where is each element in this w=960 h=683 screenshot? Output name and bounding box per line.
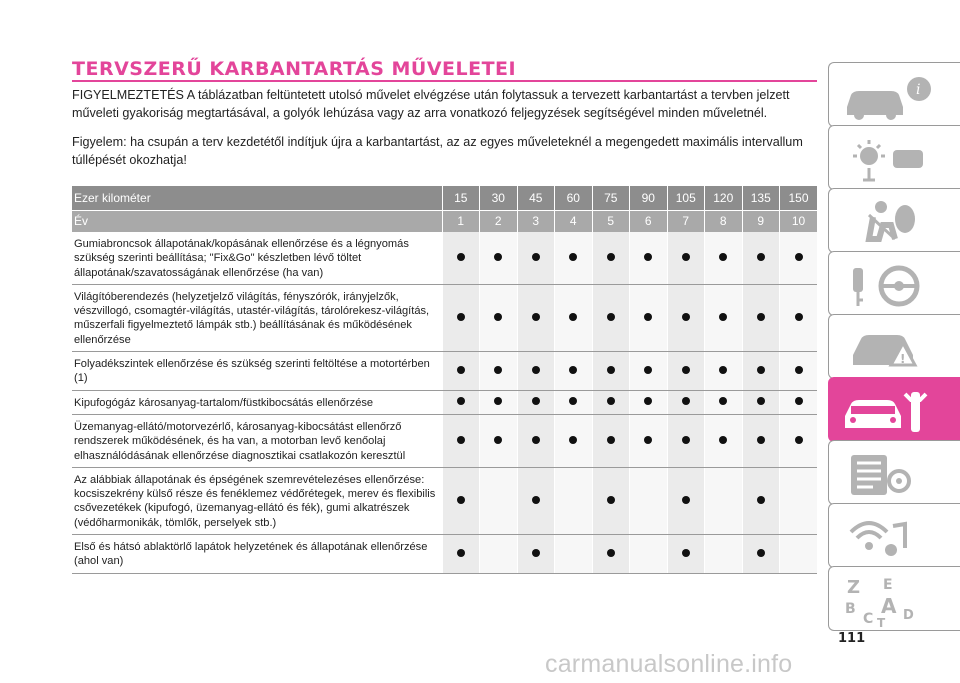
- svg-text:i: i: [916, 82, 921, 98]
- interval-cell: [480, 467, 518, 534]
- km-header-cell: 75: [592, 186, 630, 210]
- interval-cell: [517, 414, 555, 467]
- check-dot: [795, 253, 803, 261]
- interval-cell: [780, 414, 818, 467]
- check-dot: [644, 366, 652, 374]
- year-header-cell: 9: [742, 210, 780, 232]
- table-row: [72, 352, 817, 391]
- airbag-safety-icon: [839, 195, 949, 249]
- interval-cell: [442, 232, 480, 284]
- year-header-cell: 8: [705, 210, 743, 232]
- tab-specifications[interactable]: [828, 440, 960, 505]
- check-dot: [569, 397, 577, 405]
- interval-cell: [442, 284, 480, 351]
- check-dot: [795, 397, 803, 405]
- check-dot: [457, 253, 465, 261]
- interval-cell: [517, 467, 555, 534]
- tab-index[interactable]: [828, 566, 960, 631]
- interval-cell: [780, 284, 818, 351]
- year-header-cell: 4: [555, 210, 593, 232]
- check-dot: [457, 397, 465, 405]
- check-dot: [682, 496, 690, 504]
- check-dot: [719, 253, 727, 261]
- interval-cell: [667, 352, 705, 391]
- interval-cell: [555, 390, 593, 414]
- svg-text:B: B: [845, 601, 856, 617]
- interval-cell: [780, 390, 818, 414]
- operation-description: Az alábbiak állapotának és épségének szemrevételezéses ellenőrzése: kocsiszekrény külső része és fenéklemez védőrétegek, merev és flexibilis csővezetékek (kipufogó, üzemanyag-ellátó és fék), gumi alkatrészek (védőharmonikák, tömlők, perselyek stb.): [72, 467, 442, 534]
- check-dot: [682, 397, 690, 405]
- interval-cell: [555, 284, 593, 351]
- km-header-cell: 15: [442, 186, 480, 210]
- interval-cell: [480, 414, 518, 467]
- km-header-label: Ezer kilométer: [72, 186, 442, 210]
- table-row: [72, 232, 817, 284]
- check-dot: [757, 549, 765, 557]
- km-header-cell: 105: [667, 186, 705, 210]
- svg-text:C: C: [863, 611, 874, 627]
- operation-description: Kipufogógáz károsanyag-tartalom/füstkibocsátás ellenőrzése: [72, 390, 442, 414]
- km-header-cell: 150: [780, 186, 818, 210]
- interval-cell: [667, 232, 705, 284]
- check-dot: [532, 496, 540, 504]
- interval-cell: [780, 467, 818, 534]
- year-header-cell: 3: [517, 210, 555, 232]
- year-header-cell: 1: [442, 210, 480, 232]
- maintenance-schedule-table: [72, 186, 817, 574]
- check-dot: [532, 313, 540, 321]
- watermark: carmanualsonline.info: [545, 650, 793, 678]
- interval-cell: [592, 284, 630, 351]
- check-dot: [532, 366, 540, 374]
- check-dot: [644, 397, 652, 405]
- tab-key-steering[interactable]: [828, 251, 960, 316]
- interval-cell: [517, 390, 555, 414]
- interval-cell: [667, 467, 705, 534]
- interval-cell: [555, 467, 593, 534]
- table-row: [72, 390, 817, 414]
- schedule-body: [72, 232, 817, 573]
- check-dot: [569, 366, 577, 374]
- check-dot: [532, 436, 540, 444]
- attention-text: Figyelem: ha csupán a terv kezdetétől indítjuk újra a karbantartást, az az egyes műveleteknél a megengedett maximális intervallum túllépését okozhatja!: [72, 135, 803, 167]
- interval-cell: [592, 390, 630, 414]
- check-dot: [532, 253, 540, 261]
- operation-description: Első és hátsó ablaktörlő lapátok helyzetének és állapotának ellenőrzése (ahol van): [72, 535, 442, 574]
- check-dot: [494, 366, 502, 374]
- svg-text:!: !: [900, 352, 906, 366]
- interval-cell: [780, 535, 818, 574]
- check-dot: [682, 366, 690, 374]
- interval-cell: [630, 467, 668, 534]
- tab-dashboard-lights[interactable]: [828, 125, 960, 190]
- year-header-cell: 10: [780, 210, 818, 232]
- interval-cell: [630, 352, 668, 391]
- svg-text:E: E: [883, 577, 893, 593]
- tab-car-info[interactable]: [828, 62, 960, 127]
- year-header-row: [72, 210, 817, 232]
- interval-cell: [667, 284, 705, 351]
- interval-cell: [555, 414, 593, 467]
- check-dot: [457, 496, 465, 504]
- table-row: [72, 535, 817, 574]
- interval-cell: [630, 284, 668, 351]
- svg-text:A: A: [881, 594, 897, 618]
- km-header-cell: 90: [630, 186, 668, 210]
- check-dot: [719, 436, 727, 444]
- interval-cell: [592, 232, 630, 284]
- interval-cell: [667, 390, 705, 414]
- interval-cell: [742, 535, 780, 574]
- table-row: [72, 414, 817, 467]
- interval-cell: [630, 390, 668, 414]
- check-dot: [644, 253, 652, 261]
- tab-airbag-safety[interactable]: [828, 188, 960, 253]
- interval-cell: [742, 390, 780, 414]
- interval-cell: [442, 535, 480, 574]
- check-dot: [569, 253, 577, 261]
- specifications-list-icon: [839, 447, 949, 501]
- check-dot: [457, 366, 465, 374]
- year-header-cell: 5: [592, 210, 630, 232]
- check-dot: [569, 436, 577, 444]
- year-header-cell: 2: [480, 210, 518, 232]
- interval-cell: [442, 390, 480, 414]
- intro-warning-text: FIGYELMEZTETÉS A táblázatban feltüntetett utolsó művelet elvégzése után folytassuk a tervezett karbantartást a tervben jelzett műveleti gyakoriság megtartásával, a golyók lehúzása vagy az arra vonatkozó feljegyzések segítségével minden műveletnél.: [72, 88, 790, 120]
- interval-cell: [442, 467, 480, 534]
- check-dot: [607, 253, 615, 261]
- interval-cell: [742, 414, 780, 467]
- check-dot: [532, 549, 540, 557]
- check-dot: [494, 253, 502, 261]
- check-dot: [757, 253, 765, 261]
- interval-cell: [517, 232, 555, 284]
- interval-cell: [780, 232, 818, 284]
- interval-cell: [592, 535, 630, 574]
- check-dot: [682, 313, 690, 321]
- interval-cell: [442, 352, 480, 391]
- interval-cell: [667, 414, 705, 467]
- interval-cell: [705, 284, 743, 351]
- check-dot: [757, 397, 765, 405]
- check-dot: [757, 313, 765, 321]
- interval-cell: [442, 414, 480, 467]
- interval-cell: [705, 467, 743, 534]
- table-row: [72, 467, 817, 534]
- km-header-cell: 120: [705, 186, 743, 210]
- check-dot: [569, 313, 577, 321]
- page-title: TERVSZERŰ KARBANTARTÁS MŰVELETEI: [72, 58, 517, 80]
- check-dot: [607, 549, 615, 557]
- interval-cell: [555, 232, 593, 284]
- km-header-cell: 60: [555, 186, 593, 210]
- interval-cell: [630, 414, 668, 467]
- table-row: [72, 284, 817, 351]
- car-wrench-icon: [839, 384, 949, 438]
- check-dot: [607, 397, 615, 405]
- check-dot: [607, 366, 615, 374]
- alphabetical-index-icon: [839, 573, 949, 627]
- operation-description: Világítóberendezés (helyzetjelző világítás, fényszórók, irányjelzők, vészvillogó, csomagtér-világítás, utastér-világítás, tárolórekesz-világítás, műszerfali figyelmeztető lámpák stb.) beállításának és működésének ellenőrzése: [72, 284, 442, 351]
- title-underline: [72, 80, 817, 82]
- km-header-cell: 45: [517, 186, 555, 210]
- check-dot: [757, 366, 765, 374]
- check-dot: [494, 397, 502, 405]
- tab-maintenance[interactable]: [828, 377, 960, 442]
- check-dot: [607, 436, 615, 444]
- check-dot: [607, 496, 615, 504]
- key-steering-wheel-icon: [839, 258, 949, 312]
- check-dot: [644, 313, 652, 321]
- car-info-icon: [839, 69, 949, 123]
- km-header-row: [72, 186, 817, 210]
- check-dot: [795, 366, 803, 374]
- check-dot: [757, 496, 765, 504]
- interval-cell: [480, 390, 518, 414]
- svg-text:T: T: [877, 616, 886, 627]
- interval-cell: [555, 535, 593, 574]
- year-header-cell: 6: [630, 210, 668, 232]
- interval-cell: [517, 352, 555, 391]
- check-dot: [644, 436, 652, 444]
- operation-description: Üzemanyag-ellátó/motorvezérlő, károsanyag-kibocsátást ellenőrző rendszerek működésének, és ha van, a motorban levő kenőolaj elhasználódásának ellenőrzése diagnosztikai csatlakozón keresztül: [72, 414, 442, 467]
- interval-cell: [592, 414, 630, 467]
- check-dot: [719, 397, 727, 405]
- interval-cell: [517, 284, 555, 351]
- interval-cell: [555, 352, 593, 391]
- interval-cell: [742, 284, 780, 351]
- operation-description: Folyadékszintek ellenőrzése és szükség szerinti feltöltése a motortérben (1): [72, 352, 442, 391]
- interval-cell: [780, 352, 818, 391]
- svg-text:Z: Z: [847, 577, 861, 598]
- interval-cell: [705, 535, 743, 574]
- check-dot: [795, 436, 803, 444]
- interval-cell: [742, 467, 780, 534]
- dashboard-lights-icon: [839, 132, 949, 186]
- interval-cell: [517, 535, 555, 574]
- km-header-cell: 30: [480, 186, 518, 210]
- page-number: 111: [838, 631, 866, 646]
- check-dot: [682, 253, 690, 261]
- check-dot: [795, 313, 803, 321]
- interval-cell: [667, 535, 705, 574]
- check-dot: [457, 436, 465, 444]
- km-header-cell: 135: [742, 186, 780, 210]
- check-dot: [682, 549, 690, 557]
- interval-cell: [592, 352, 630, 391]
- operation-description: Gumiabroncsok állapotának/kopásának ellenőrzése és a légnyomás szükség szerinti beállítása; "Fix&Go" készletben lévő töltet állapotának/szavatosságának ellenőrzése (ha van): [72, 232, 442, 284]
- check-dot: [719, 313, 727, 321]
- interval-cell: [742, 352, 780, 391]
- check-dot: [494, 313, 502, 321]
- interval-cell: [480, 352, 518, 391]
- year-header-label: Év: [72, 210, 442, 232]
- interval-cell: [480, 232, 518, 284]
- check-dot: [457, 549, 465, 557]
- check-dot: [532, 397, 540, 405]
- tab-emergency[interactable]: [828, 314, 960, 379]
- check-dot: [494, 436, 502, 444]
- svg-text:D: D: [903, 608, 914, 623]
- interval-cell: [705, 414, 743, 467]
- tab-multimedia[interactable]: [828, 503, 960, 568]
- interval-cell: [480, 284, 518, 351]
- interval-cell: [705, 352, 743, 391]
- check-dot: [682, 436, 690, 444]
- year-header-cell: 7: [667, 210, 705, 232]
- interval-cell: [742, 232, 780, 284]
- interval-cell: [705, 390, 743, 414]
- check-dot: [607, 313, 615, 321]
- interval-cell: [630, 232, 668, 284]
- check-dot: [757, 436, 765, 444]
- check-dot: [719, 366, 727, 374]
- check-dot: [457, 313, 465, 321]
- interval-cell: [592, 467, 630, 534]
- multimedia-icon: [839, 510, 949, 564]
- interval-cell: [630, 535, 668, 574]
- emergency-car-icon: [839, 321, 949, 375]
- interval-cell: [480, 535, 518, 574]
- interval-cell: [705, 232, 743, 284]
